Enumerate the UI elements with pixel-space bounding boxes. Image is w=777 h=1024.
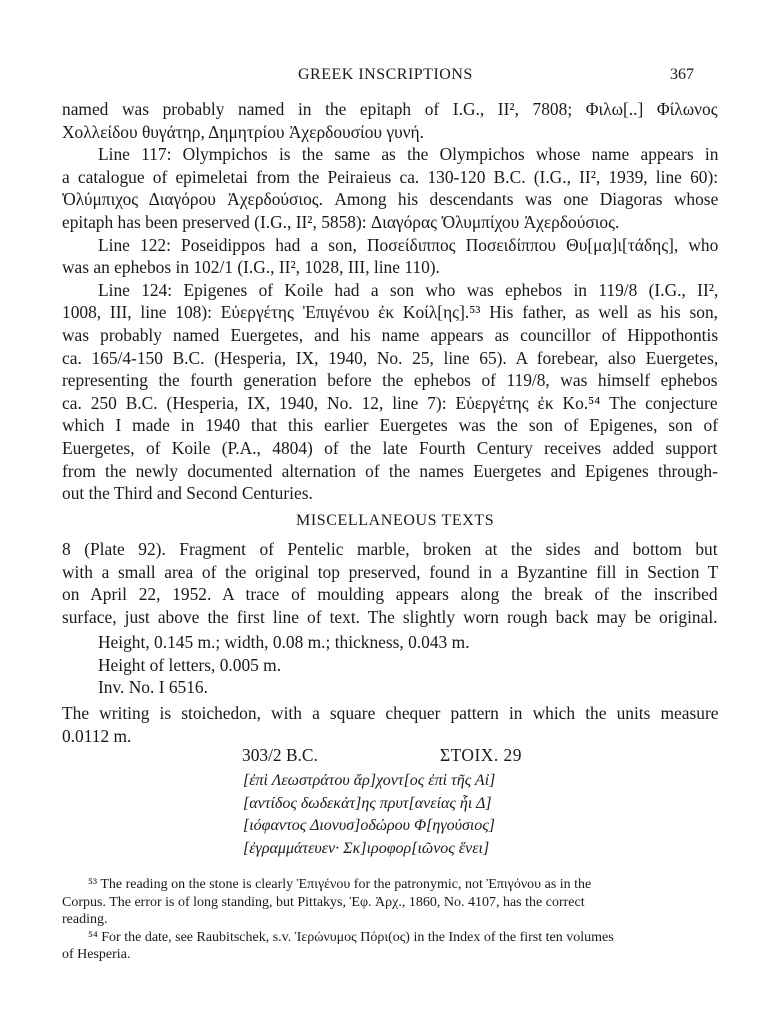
text-line: on April 22, 1952. A trace of moulding appears along the break of the inscribed — [62, 584, 718, 605]
inscription-line: [ἐγραμμάτευεν· Σκ]ιροφορ[ιῶνος ἕνει] — [243, 839, 490, 857]
text-line: a catalogue of epimeletai from the Peiraieus ca. 130-120 B.C. (I.G., II², 1939, line 60): — [62, 166, 719, 187]
text-line: surface, just above the first line of text. The slightly worn rough back may be original. — [62, 606, 718, 627]
commentary-paragraphs — [62, 98, 718, 505]
text-line: which I made in 1940 that this earlier Euergetes was the son of Epigenes, son of — [62, 415, 719, 436]
footnote-line: of Hesperia. — [62, 947, 131, 962]
text-line: was an ephebos in 102/1 (I.G., II², 1028, III, line 110). — [62, 257, 440, 278]
measurements — [98, 631, 469, 699]
measurement-line: Height, 0.145 m.; width, 0.08 m.; thickness, 0.043 m. — [98, 632, 470, 652]
running-title: GREEK INSCRIPTIONS — [298, 66, 473, 83]
text-line: 1008, III, line 108): Εὐεργέτης Ἐπιγένου ἐκ Κοίλ[ης].⁵³ His father, as well as his son, — [62, 302, 718, 323]
text-line: named was probably named in the epitaph of I.G., II², 7808; Φιλω[..] Φίλωνος — [62, 99, 718, 119]
footnote-line: Corpus. The error is of long standing, but Pittakys, Ἐφ. Ἀρχ., 1860, No. 4107, has the correct — [62, 894, 585, 910]
inscription-line: [ἐπὶ Λεωστράτου ἄρ]χοντ[ος ἐπὶ τῆς Αἰ] — [243, 772, 496, 789]
inscription-text — [243, 770, 495, 860]
entry-description — [62, 538, 718, 628]
text-line: Line 117: Olympichos is the same as the Olympichos whose name appears in — [98, 144, 719, 165]
page-number: 367 — [670, 66, 694, 83]
measurement-line: Inv. No. I 6516. — [98, 677, 208, 698]
footnote-line: ⁵³ The reading on the stone is clearly Ἐπιγένου for the patronymic, not Ἐπιγόνου as in the — [88, 877, 592, 892]
text-line: 0.0112 m. — [62, 725, 132, 746]
text-line: Ὀλύμπιχος Διαγόρου Ἀχερδούσιος. Among his descendants was one Diagoras whose — [62, 189, 719, 210]
section-title: MISCELLANEOUS TEXTS — [296, 512, 495, 529]
text-line: Euergetes, of Koile (P.A., 4804) of the late Fourth Century receives added support — [62, 437, 718, 458]
text-line: was probably named Euergetes, and his name appears as councillor of Hippothontis — [62, 324, 719, 345]
stoichedon-label: ΣΤΟΙΧ. 29 — [440, 745, 522, 765]
writing-description — [62, 702, 718, 747]
inscription-line: [αντίδος δωδεκάτ]ης πρυτ[ανείας ἧι Δ] — [243, 794, 492, 812]
text-line: Χολλείδου θυγάτηρ, Δημητρίου Ἀχερδουσίου γυνή. — [62, 121, 424, 142]
inscription-line: [ιόφαντος Διονυσ]οδώρου Φ[ηγούσιος] — [243, 817, 496, 835]
text-line: Line 124: Epigenes of Koile had a son who was ephebos in 119/8 (I.G., II², — [98, 279, 719, 300]
text-line: from the newly documented alternation of the names Euergetes and Epigenes through- — [62, 460, 718, 481]
text-line: epitaph has been preserved (I.G., II², 5858): Διαγόρας Ὀλυμπίχου Ἀχερδούσιος. — [62, 211, 620, 232]
text-line: out the Third and Second Centuries. — [62, 483, 313, 504]
text-line: The writing is stoichedon, with a square chequer pattern in which the units measure — [62, 703, 719, 723]
text-line: 8 (Plate 92). Fragment of Pentelic marble, broken at the sides and bottom but — [62, 539, 718, 559]
text-line: representing the fourth generation before the ephebos of 119/8, was himself ephebos — [62, 370, 718, 391]
footnotes — [62, 876, 718, 964]
text-line: ca. 250 B.C. (Hesperia, IX, 1940, No. 12, line 7): Εὐεργέτης ἐκ Κο.⁵⁴ The conjecture — [62, 392, 718, 413]
text-line: with a small area of the original top preserved, found in a Byzantine fill in Section T — [62, 561, 719, 582]
inscription-date: 303/2 B.C. — [242, 745, 318, 765]
text-line: Line 122: Poseidippos had a son, Ποσείδιππος Ποσειδίππου Θυ[μα]ι[τάδης], who — [98, 234, 719, 255]
measurement-line: Height of letters, 0.005 m. — [98, 654, 282, 675]
footnote-line: reading. — [62, 912, 108, 927]
text-line: ca. 165/4-150 B.C. (Hesperia, IX, 1940, No. 25, line 65). A forebear, also Euergetes, — [62, 347, 719, 368]
footnote-line: ⁵⁴ For the date, see Raubitschek, s.v. Ἱερώνυμος Πόρι(ος) in the Index of the first ten volumes — [88, 929, 614, 945]
